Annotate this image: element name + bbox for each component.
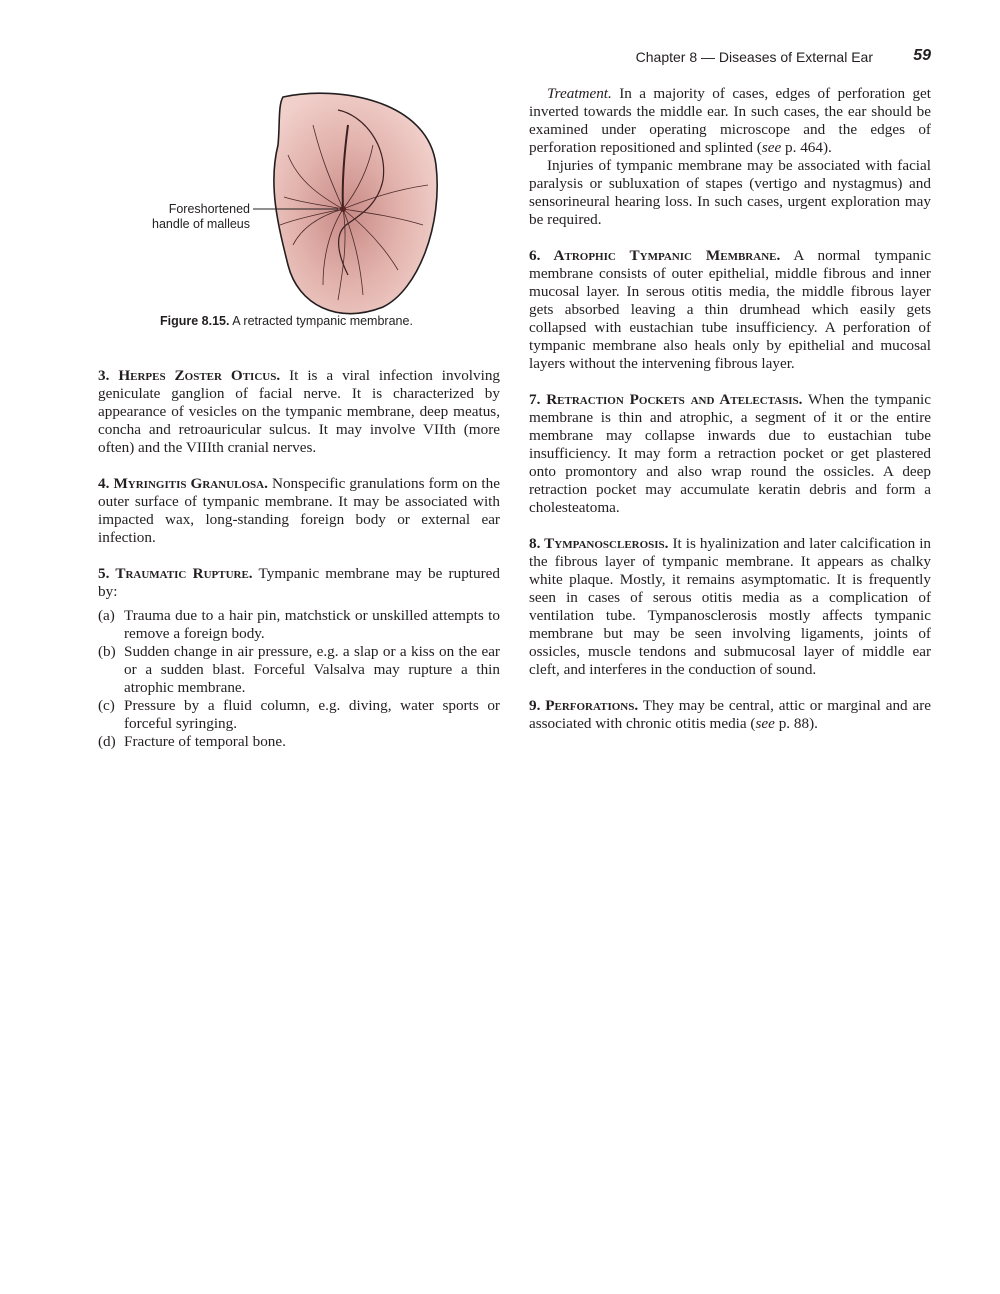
list-item: (c) Pressure by a fluid column, e.g. diving, water sports or forceful syringing. xyxy=(98,697,500,732)
section-9: 9. Perforations. They may be central, attic or marginal and are associated with chronic otitis media (see p. 88). xyxy=(529,697,932,732)
treatment-paragraph: Treatment. In a majority of cases, edges of perforation get inverted towards the middle ear. In such cases, the ear should be examined under operating microscope and the edges of perforation repositioned and splinted (see p. 464). xyxy=(529,85,931,156)
membrane-outline xyxy=(274,93,437,313)
section-7-heading: 7. Retraction Pockets and Atelectasis. xyxy=(529,391,803,408)
left-column xyxy=(98,367,500,751)
caption-text: A retracted tympanic membrane. xyxy=(232,314,413,328)
label-line-2: handle of malleus xyxy=(152,217,250,231)
section-3 xyxy=(98,367,500,457)
caption-number: Figure 8.15. xyxy=(160,314,230,328)
section-5-heading: 5. Traumatic Rupture. xyxy=(98,565,253,582)
figure-caption xyxy=(160,314,413,328)
running-title: Chapter 8 — Diseases of External Ear xyxy=(635,49,873,65)
right-column xyxy=(529,85,931,733)
figure-retracted-membrane xyxy=(98,85,500,335)
section-5 xyxy=(98,565,500,601)
section-7: 7. Retraction Pockets and Atelectasis. When the tympanic membrane is thin and atrophic, a segment of it or the entire membrane may collapse inwards due to eustachian tube insufficiency. It may form a retraction pocket or get plastered onto promontory and also wrap round the ossicles. A deep retraction pocket may accumulate keratin debris and form a cholesteatoma. xyxy=(529,391,932,516)
section-6: 6. Atrophic Tympanic Membrane. A normal tympanic membrane consists of outer epithelial, middle fibrous and inner mucosal layer. In serous otitis media, the middle fibrous layer gets absorbed leaving a thin drumhead which easily gets collapsed with eustachian tube insufficiency. A perforation of tympanic membrane also heals only by epithelial and mucosal layers without the intervening fibrous layer. xyxy=(529,247,931,372)
rupture-causes-list xyxy=(98,607,500,751)
umbo xyxy=(340,206,346,212)
running-header xyxy=(600,47,931,69)
section-3-heading: 3. Herpes Zoster Oticus. xyxy=(98,367,281,384)
list-item: (a) Trauma due to a hair pin, matchstick or unskilled attempts to remove a foreign body. xyxy=(98,607,500,642)
section-4 xyxy=(98,475,500,547)
page-number: 59 xyxy=(913,47,931,64)
list-item: (b) Sudden change in air pressure, e.g. a slap or a kiss on the ear or a sudden blast. Forceful Valsalva may rupture a thin atrophic membrane. xyxy=(98,643,500,696)
section-4-heading: 4. Myringitis Granulosa. xyxy=(98,475,268,492)
treatment-label: Treatment. xyxy=(547,85,612,102)
section-6-heading: 6. Atrophic Tympanic Membrane. xyxy=(529,247,781,264)
section-8: 8. Tympanosclerosis. It is hyalinization and later calcification in the fibrous layer of tympanic membrane. It appears as chalky white plaque. Mostly, it remains asymptomatic. It is frequently seen in cases of serous otitis media as a complication of ventilation tube. Tympanosclerosis mostly affects tympanic membrane but may be seen involving ligaments, joints of ossicles, muscle tendons and submucosal layer of middle ear cleft, and interferes in the conduction of sound. xyxy=(529,535,932,678)
list-item: (d) Fracture of temporal bone. xyxy=(98,733,286,750)
section-3-text: It is a viral infection involving geniculate ganglion of facial nerve. It is characterized by appearance of vesicles on the tympanic membrane, deep meatus, concha and retroauricular sulcus. It may involve VIIth (more often) and the VIIIth cranial nerves. xyxy=(98,367,501,456)
section-8-heading: 8. Tympanosclerosis. xyxy=(529,535,669,552)
section-9-heading: 9. Perforations. xyxy=(529,697,639,714)
label-line-1: Foreshortened xyxy=(168,202,250,216)
section-4-text: Nonspecific granulations form on the outer surface of tympanic membrane. It may be associated with impacted wax, long-standing foreign body or external ear infection. xyxy=(98,475,500,546)
tympanic-membrane-illustration xyxy=(98,85,500,315)
injuries-paragraph: Injuries of tympanic membrane may be associated with facial paralysis or subluxation of stapes (vertigo and nystagmus) and sensorineural hearing loss. In such cases, urgent exploration may be required. xyxy=(529,157,931,228)
section-5-text: Tympanic membrane may be ruptured by: xyxy=(98,565,500,600)
